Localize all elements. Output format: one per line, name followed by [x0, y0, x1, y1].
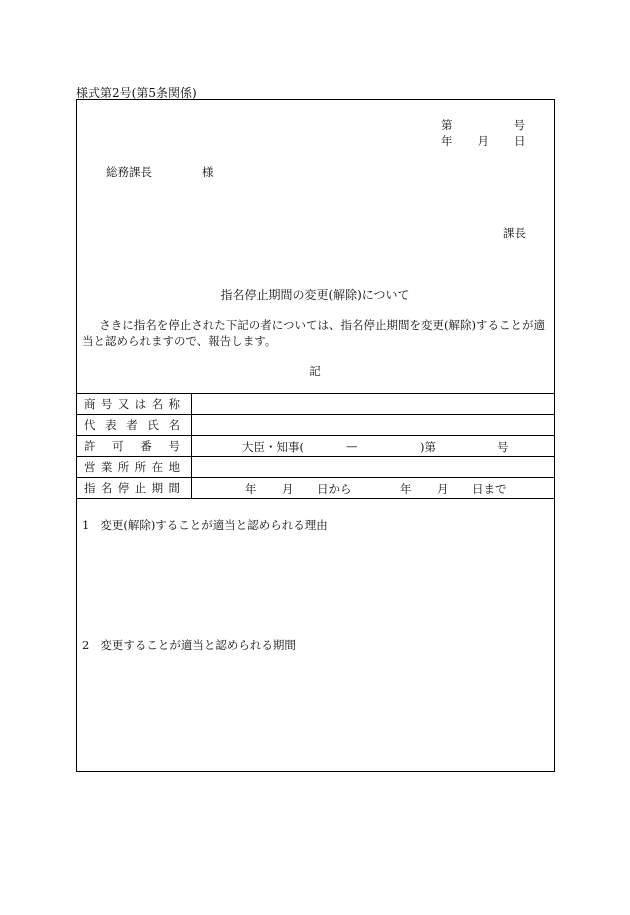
addressee-honorific: 様 [202, 165, 214, 179]
label-char: 指 [84, 481, 96, 495]
sender-title: 課長 [503, 226, 526, 240]
addressee-dept: 総務課長 [106, 165, 152, 179]
label-char: 番 [140, 439, 152, 453]
label-char: 名 [151, 397, 164, 411]
label-char: 在 [151, 460, 164, 474]
reference-number [441, 117, 525, 133]
label-char: 氏 [147, 418, 159, 432]
label-char: 可 [112, 439, 124, 453]
period-day-from: 日から [317, 482, 352, 496]
period-year-to: 年 [400, 482, 412, 496]
ref-dai: 第 [441, 118, 453, 132]
ref-go: 号 [513, 118, 525, 132]
label-char: 所 [117, 460, 130, 474]
section-1 [82, 517, 328, 533]
table-row [77, 436, 555, 457]
license-dash: — [346, 439, 358, 453]
table-row [77, 415, 555, 436]
info-table [76, 393, 555, 499]
label-char: 業 [100, 460, 113, 474]
label-char: 商 [84, 397, 96, 411]
label-char: 称 [168, 397, 180, 411]
section-2 [82, 637, 296, 653]
section-1-number: 1 [82, 518, 90, 532]
period-month-to: 月 [437, 482, 449, 496]
section-2-text: 変更することが適当と認められる期間 [100, 638, 296, 652]
license-close: )第 [420, 440, 436, 454]
label-char: 間 [168, 481, 180, 495]
value-license-number [192, 436, 555, 457]
label-char: 止 [134, 481, 147, 495]
date-month: 月 [477, 134, 489, 148]
label-suspension-period [77, 478, 192, 499]
value-office-location [192, 457, 555, 478]
label-char: 名 [168, 418, 180, 432]
form-number-label: 様式第2号(第5条関係) [76, 86, 197, 100]
label-representative [77, 415, 192, 436]
date-year: 年 [441, 134, 453, 148]
addressee [106, 164, 214, 180]
label-license-number [77, 436, 192, 457]
value-suspension-period [192, 478, 555, 499]
label-char: 名 [100, 481, 113, 495]
license-authority: 大臣・知事( [242, 440, 304, 454]
value-representative [192, 415, 555, 436]
label-trade-name [77, 394, 192, 415]
label-char: 者 [126, 418, 138, 432]
table-row [77, 478, 555, 499]
date-day: 日 [514, 134, 526, 148]
date-line [441, 133, 526, 149]
label-char: 許 [84, 439, 96, 453]
label-char: 又 [117, 397, 130, 411]
section-2-number: 2 [82, 638, 90, 652]
section-1-text: 変更(解除)することが適当と認められる理由 [100, 518, 328, 532]
label-char: 代 [84, 418, 96, 432]
label-office-location [77, 457, 192, 478]
period-month-from: 月 [282, 482, 294, 496]
license-go: 号 [497, 440, 509, 454]
period-year-from: 年 [245, 482, 257, 496]
label-char: 停 [117, 481, 130, 495]
label-char: 地 [168, 460, 180, 474]
table-row [77, 457, 555, 478]
label-char: 号 [100, 397, 113, 411]
label-char: 営 [84, 460, 96, 474]
label-char: は [134, 397, 147, 411]
label-char: 期 [151, 481, 164, 495]
period-day-to: 日まで [472, 482, 507, 496]
label-char: 号 [168, 439, 180, 453]
body-text: さきに指名を停止された下記の者については、指名停止期間を変更(解除)することが適当と認められますので、報告します。 [82, 318, 545, 348]
label-char: 表 [105, 418, 117, 432]
ki-heading: 記 [309, 364, 321, 378]
label-char: 所 [134, 460, 147, 474]
table-row [77, 394, 555, 415]
document-title: 指名停止期間の変更(解除)について [220, 288, 410, 302]
value-trade-name [192, 394, 555, 415]
